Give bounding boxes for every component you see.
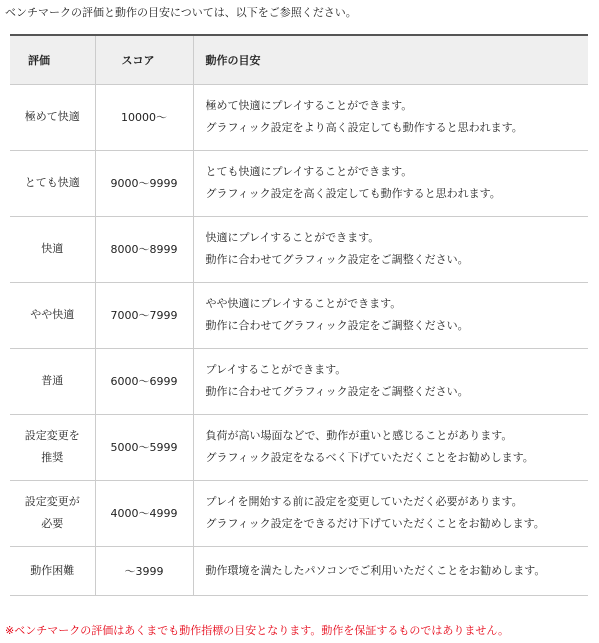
header-note: 動作の目安 — [193, 35, 588, 84]
table-row — [10, 282, 588, 348]
rating-cell — [10, 84, 95, 150]
rating-label: 推奨 — [41, 451, 64, 464]
note-line: 極めて快適にプレイすることができます。 — [205, 99, 413, 112]
rating-label: やや快適 — [30, 308, 75, 321]
note-line: グラフィック設定をできるだけ下げていただくことをお勧めします。 — [205, 517, 545, 530]
table-row — [10, 414, 588, 480]
score-cell: 4000～4999 — [95, 480, 193, 546]
note-line: とても快適にプレイすることができます。 — [205, 165, 413, 178]
note-line: グラフィック設定をなるべく下げていただくことをお勧めします。 — [205, 451, 534, 464]
score-cell: ～3999 — [95, 546, 193, 595]
score-cell: 9000～9999 — [95, 150, 193, 216]
note-line: プレイすることができます。 — [205, 363, 347, 376]
rating-cell — [10, 480, 95, 546]
header-rating: 評価 — [10, 35, 95, 84]
header-score: スコア — [95, 35, 193, 84]
table-row — [10, 216, 588, 282]
score-cell: 7000～7999 — [95, 282, 193, 348]
score-cell: 5000～5999 — [95, 414, 193, 480]
note-line: 動作環境を満たしたパソコンでご利用いただくことをお勧めします。 — [205, 563, 546, 577]
intro-text: ベンチマークの評価と動作の目安については、以下をご参照ください。 — [5, 6, 357, 19]
table-row — [10, 546, 588, 595]
score-cell: 10000～ — [95, 84, 193, 150]
table-row — [10, 480, 588, 546]
note-line: 快適にプレイすることができます。 — [205, 231, 380, 244]
note-line: やや快適にプレイすることができます。 — [205, 297, 402, 310]
note-cell — [193, 414, 588, 480]
benchmark-rating-table — [10, 34, 588, 596]
note-cell — [193, 150, 588, 216]
rating-label: とても快適 — [24, 176, 80, 189]
note-line: プレイを開始する前に設定を変更していただく必要があります。 — [205, 495, 523, 508]
rating-label: 必要 — [41, 517, 64, 530]
note-cell — [193, 348, 588, 414]
note-line: グラフィック設定を高く設定しても動作すると思われます。 — [205, 187, 501, 200]
note-line: 動作に合わせてグラフィック設定をご調整ください。 — [205, 385, 469, 398]
note-line: 動作に合わせてグラフィック設定をご調整ください。 — [205, 319, 469, 332]
rating-cell — [10, 348, 95, 414]
table-row — [10, 150, 588, 216]
rating-label: 極めて快適 — [24, 110, 80, 123]
rating-cell — [10, 282, 95, 348]
rating-label: 動作困難 — [30, 563, 75, 577]
rating-label: 設定変更が — [24, 495, 80, 508]
table-header-row — [10, 35, 588, 84]
note-cell — [193, 546, 588, 595]
score-cell: 8000～8999 — [95, 216, 193, 282]
score-cell: 6000～6999 — [95, 348, 193, 414]
table-row — [10, 348, 588, 414]
rating-cell — [10, 216, 95, 282]
note-line: 動作に合わせてグラフィック設定をご調整ください。 — [205, 253, 469, 266]
rating-label: 設定変更を — [24, 429, 80, 442]
rating-label: 快適 — [41, 242, 64, 255]
note-line: 負荷が高い場面などで、動作が重いと感じることがあります。 — [205, 429, 513, 442]
rating-label: 普通 — [41, 374, 64, 387]
note-cell — [193, 216, 588, 282]
rating-cell — [10, 150, 95, 216]
note-cell — [193, 480, 588, 546]
rating-cell — [10, 414, 95, 480]
disclaimer-note: ※ベンチマークの評価はあくまでも動作指標の目安となります。動作を保証するものではありません。 — [5, 624, 509, 637]
note-cell — [193, 84, 588, 150]
table-row — [10, 84, 588, 150]
note-line: グラフィック設定をより高く設定しても動作すると思われます。 — [205, 121, 523, 134]
rating-cell — [10, 546, 95, 595]
note-cell — [193, 282, 588, 348]
